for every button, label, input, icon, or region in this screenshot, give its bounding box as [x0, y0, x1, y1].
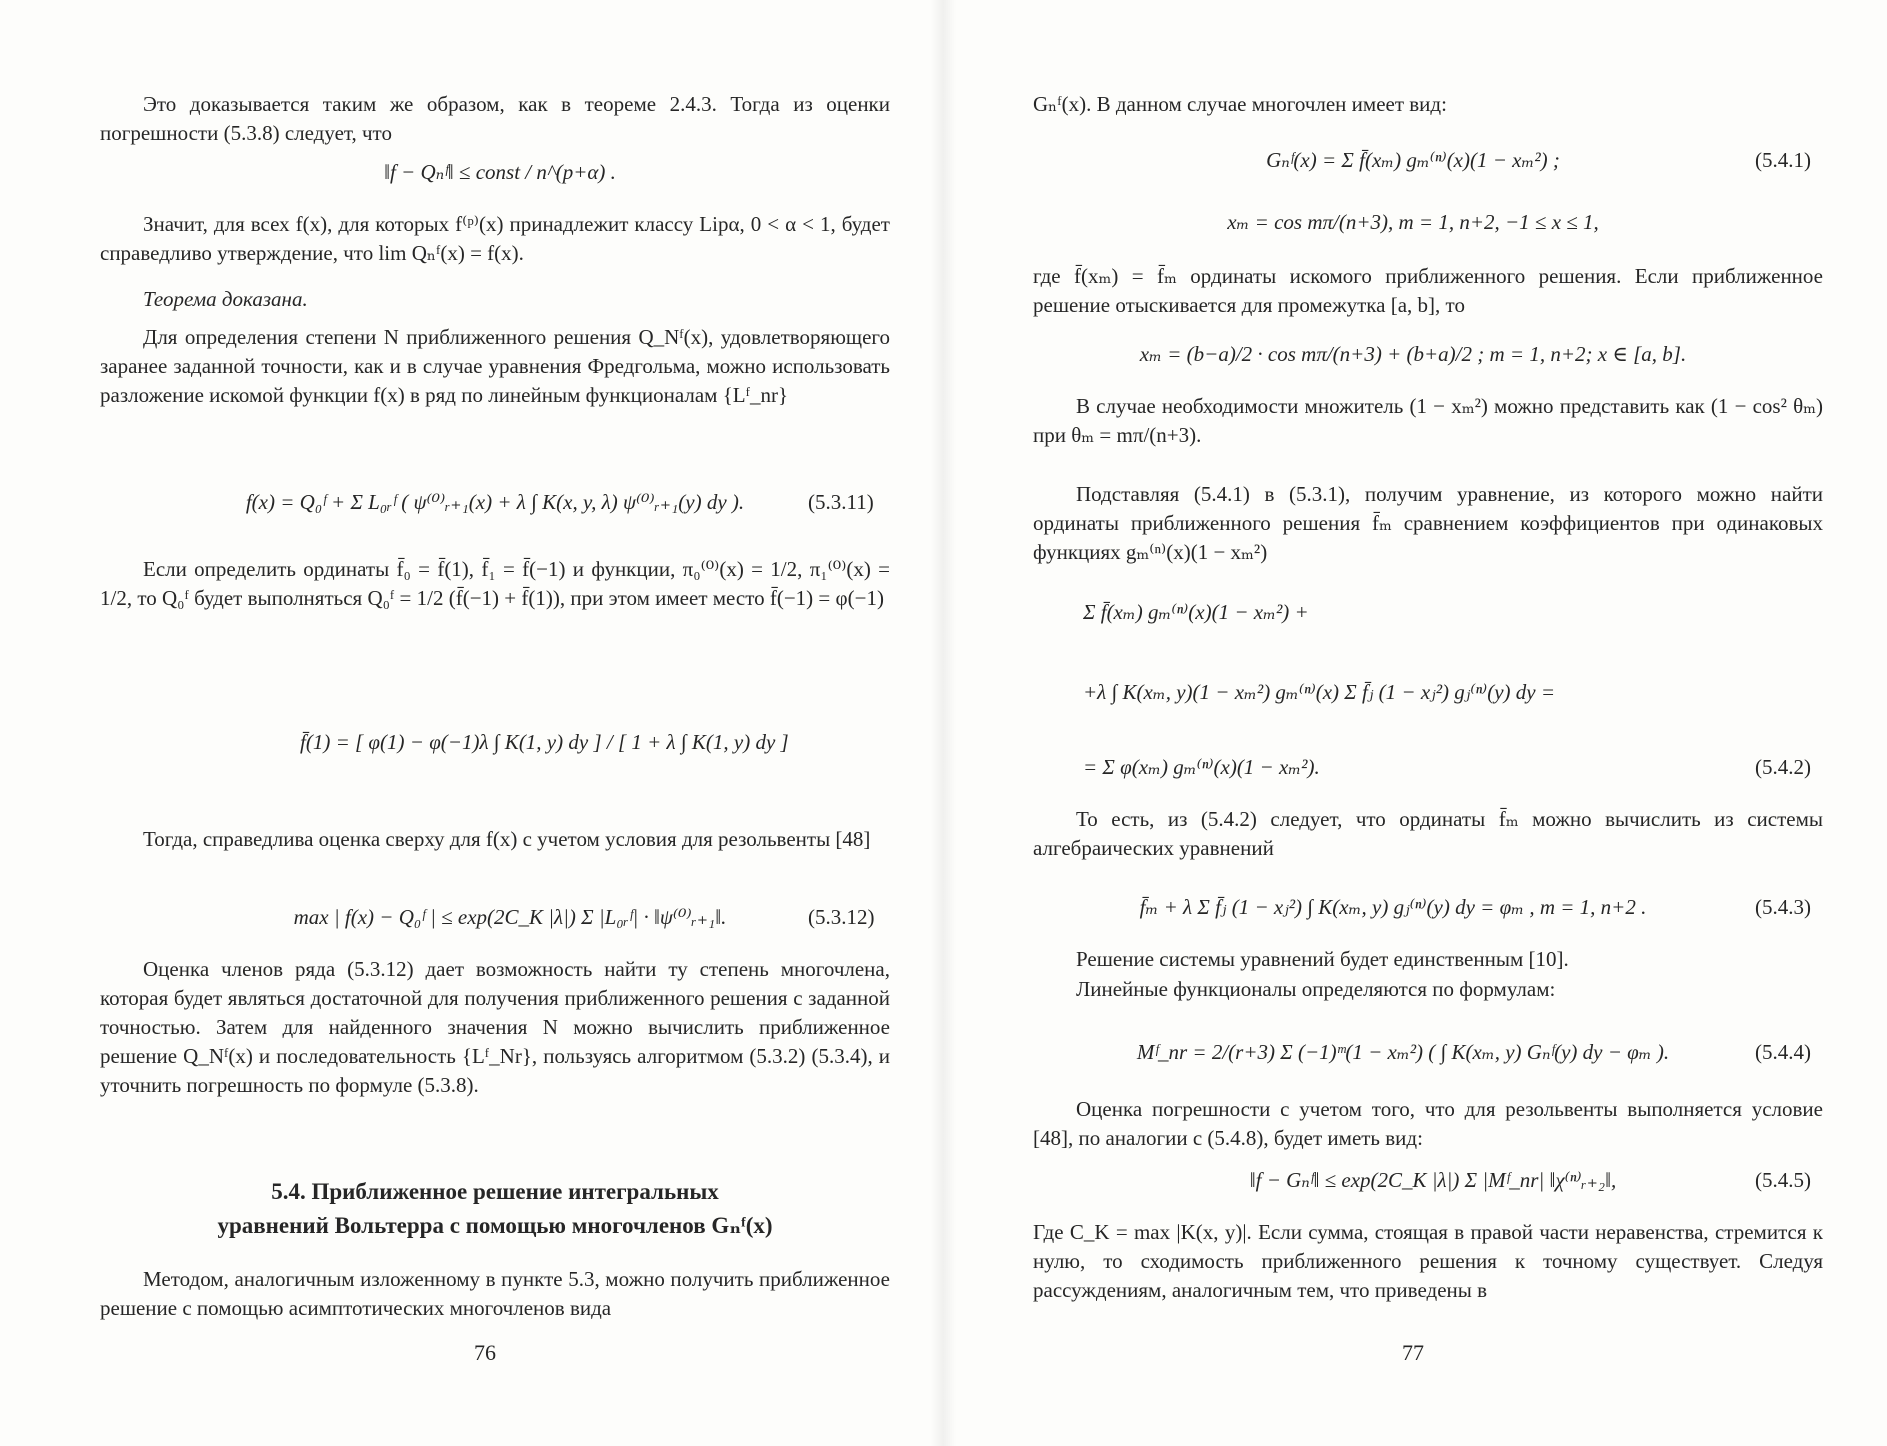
paragraph: Значит, для всех f(x), для которых f⁽ᵖ⁾(x) принадлежит классу Lipα, 0 < α < 1, будет справедливо утверждение, что lim Qₙᶠ(x) = f(x).	[100, 212, 890, 265]
formula: Mᶠ_nr = 2/(r+3) Σ (−1)ᵐ(1 − xₘ²) ( ∫ K(xₘ, y) Gₙᶠ(y) dy − φₘ ).	[1136, 1040, 1670, 1064]
paragraph: Gₙᶠ(x). В данном случае многочлен имеет вид:	[1033, 92, 1447, 116]
formula: = Σ φ(xₘ) gₘ⁽ⁿ⁾(x)(1 − xₘ²).	[1083, 755, 1320, 779]
right-page	[943, 0, 1887, 1446]
formula: xₘ = cos mπ/(n+3), m = 1, n+2, −1 ≤ x ≤ 1,	[1227, 210, 1599, 234]
formula: max | f(x) − Q₀ᶠ | ≤ exp(2C_K |λ|) Σ |L₀ᵣᶠ| · ‖ψ⁽⁰⁾ᵣ₊₁‖.	[293, 905, 727, 929]
formula: f̄(1) = [ φ(1) − φ(−1)λ ∫ K(1, y) dy ] / [ 1 + λ ∫ K(1, y) dy ]	[300, 730, 789, 754]
section-title-line: уравнений Вольтерра с помощью многочленов Gₙᶠ(x)	[217, 1213, 773, 1238]
formula: xₘ = (b−a)/2 · cos mπ/(n+3) + (b+a)/2 ; m = 1, n+2; x ∈ [a, b].	[1139, 342, 1687, 366]
section-title-line: 5.4. Приближенное решение интегральных	[271, 1179, 719, 1204]
formula: +λ ∫ K(xₘ, y)(1 − xₘ²) gₘ⁽ⁿ⁾(x) Σ f̄ⱼ (1 − xⱼ²) gⱼ⁽ⁿ⁾(y) dy =	[1083, 680, 1556, 704]
paragraph: Тогда, справедлива оценка сверху для f(x) с учетом условия для резольвенты [48]	[143, 827, 871, 851]
formula: f̄ₘ + λ Σ f̄ⱼ (1 − xⱼ²) ∫ K(xₘ, y) gⱼ⁽ⁿ⁾(y) dy = φₘ , m = 1, n+2 .	[1139, 895, 1647, 919]
paragraph: То есть, из (5.4.2) следует, что ординаты f̄ₘ можно вычислить из системы алгебраических уравнений	[1033, 807, 1823, 860]
equation-number: (5.4.3)	[1755, 895, 1811, 919]
equation-number: (5.3.11)	[808, 490, 874, 514]
paragraph: Линейные функционалы определяются по формулам:	[1076, 977, 1556, 1001]
paragraph: Где C_K = max |K(x, y)|. Если сумма, стоящая в правой части неравенства, стремится к нулю, то сходимость приближенного решения к точному существует. Следуя рассуждениям, аналогичным тем, что приведены в	[1033, 1220, 1823, 1302]
paragraph: Для определения степени N приближенного решения Q_Nᶠ(x), удовлетворяющего заранее заданной точности, как и в случае уравнения Фредгольма, можно использовать разложение искомой функции f(x) в ряд по линейным функционалам {Lᶠ_nr}	[100, 325, 890, 407]
paragraph: Методом, аналогичным изложенному в пункте 5.3, можно получить приближенное решение с помощью асимптотических многочленов вида	[100, 1267, 890, 1320]
equation-number: (5.4.2)	[1755, 755, 1811, 779]
equation-number: (5.4.5)	[1755, 1168, 1811, 1192]
equation-number: (5.4.1)	[1755, 148, 1811, 172]
left-page	[0, 0, 943, 1446]
formula: Σ f̄(xₘ) gₘ⁽ⁿ⁾(x)(1 − xₘ²) +	[1083, 600, 1309, 624]
paragraph: Оценка погрешности с учетом того, что для резольвенты выполняется условие [48], по аналогии с (5.4.8), будет иметь вид:	[1033, 1097, 1823, 1150]
paragraph: Если определить ординаты f̄₀ = f̄(1), f̄₁ = f̄(−1) и функции, π₀⁽⁰⁾(x) = 1/2, π₁⁽⁰⁾(x) = 1/2, то Q₀ᶠ будет выполняться Q₀ᶠ = 1/2 (f̄(−1) + f̄(1)), при этом имеет место f̄(−1) = φ(−1)	[100, 557, 890, 610]
formula: ‖f − Qₙᶠ‖ ≤ const / n^(p+α) .	[384, 160, 616, 184]
page-number: 77	[1402, 1340, 1424, 1365]
formula: Gₙᶠ(x) = Σ f̄(xₘ) gₘ⁽ⁿ⁾(x)(1 − xₘ²) ;	[1266, 148, 1560, 172]
equation-number: (5.3.12)	[808, 905, 875, 929]
paragraph: Это доказывается таким же образом, как в теореме 2.4.3. Тогда из оценки погрешности (5.3.8) следует, что	[100, 92, 890, 145]
paragraph: В случае необходимости множитель (1 − xₘ²) можно представить как (1 − cos² θₘ) при θₘ = mπ/(n+3).	[1033, 394, 1823, 447]
paragraph: Теорема доказана.	[143, 287, 308, 311]
section-title	[100, 1175, 890, 1243]
paragraph: Оценка членов ряда (5.3.12) дает возможность найти ту степень многочлена, которая будет являться достаточной для получения приближенного решения с заданной точностью. Затем для найденного значения N можно вычислить приближенное решение Q_Nᶠ(x) и последовательность {Lᶠ_Nr}, пользуясь алгоритмом (5.3.2) (5.3.4), и уточнить погрешность по формуле (5.3.8).	[100, 957, 890, 1097]
paragraph: Подставляя (5.4.1) в (5.3.1), получим уравнение, из которого можно найти ординаты приближенного решения f̄ₘ сравнением коэффициентов при одинаковых функциях gₘ⁽ⁿ⁾(x)(1 − xₘ²)	[1033, 482, 1823, 564]
page-number: 76	[474, 1340, 496, 1365]
paragraph: Решение системы уравнений будет единственным [10].	[1076, 947, 1569, 971]
formula: f(x) = Q₀ᶠ + Σ L₀ᵣᶠ ( ψ⁽⁰⁾ᵣ₊₁(x) + λ ∫ K(x, y, λ) ψ⁽⁰⁾ᵣ₊₁(y) dy ).	[245, 490, 745, 514]
formula: ‖f − Gₙᶠ‖ ≤ exp(2C_K |λ|) Σ |Mᶠ_nr| ‖χ⁽ⁿ⁾ᵣ₊₂‖,	[1249, 1168, 1617, 1192]
paragraph: где f̄(xₘ) = f̄ₘ ординаты искомого приближенного решения. Если приближенное решение отыскивается для промежутка [a, b], то	[1033, 264, 1823, 317]
equation-number: (5.4.4)	[1755, 1040, 1811, 1064]
